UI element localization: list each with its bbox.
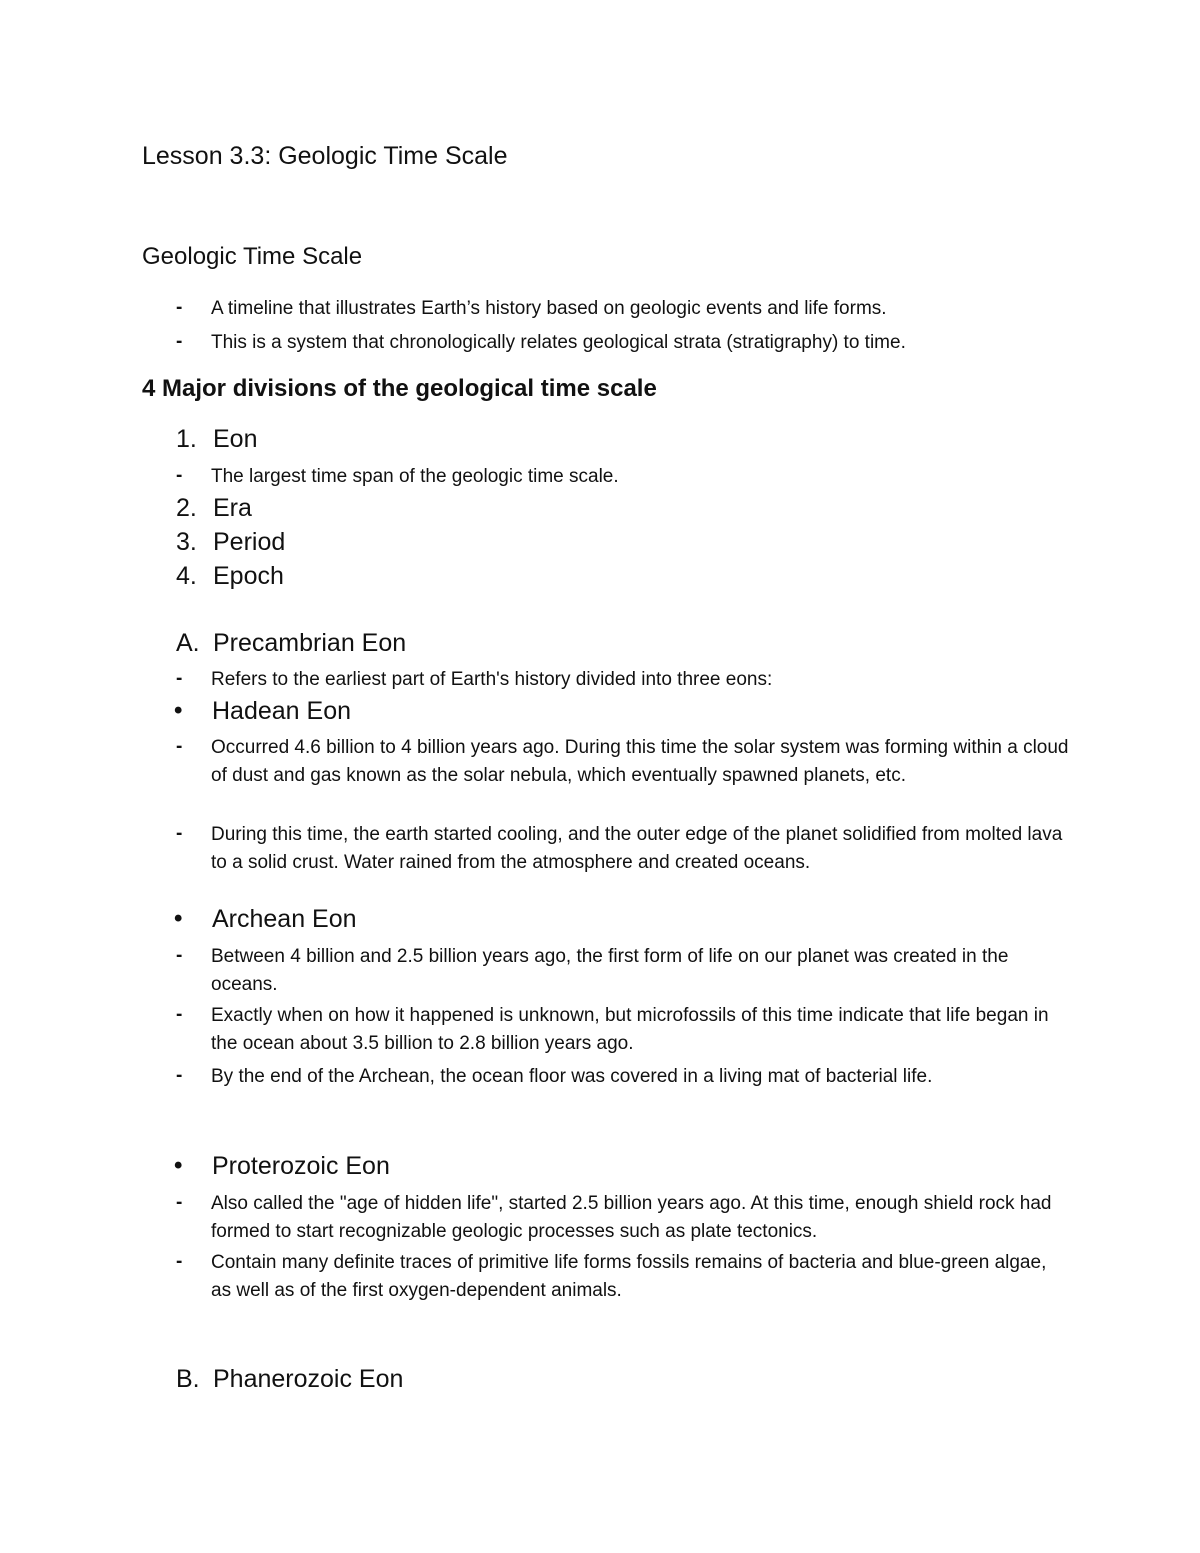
section-heading-geologic-time-scale: Geologic Time Scale: [142, 243, 363, 270]
division-number: 2.: [176, 494, 197, 522]
archean-item: Between 4 billion and 2.5 billion years ago, the first form of life on our planet was created in the oceans.: [211, 946, 1009, 995]
archean-item: By the end of the Archean, the ocean floor was covered in a living mat of bacterial life.: [211, 1066, 933, 1087]
section-letter: B.: [176, 1365, 200, 1393]
dash-marker: -: [176, 1251, 183, 1272]
proterozoic-heading: Proterozoic Eon: [212, 1152, 390, 1180]
definition-item: This is a system that chronologically relates geological strata (stratigraphy) to time.: [211, 332, 906, 353]
dash-marker: -: [176, 1065, 183, 1086]
hadean-heading: Hadean Eon: [212, 697, 352, 725]
proterozoic-item: Also called the "age of hidden life", started 2.5 billion years ago. At this time, enough shield rock had formed to start recognizable geologic processes such as plate tectonics.: [211, 1193, 1052, 1242]
precambrian-intro: Refers to the earliest part of Earth's history divided into three eons:: [211, 669, 773, 690]
dash-marker: -: [176, 1004, 183, 1025]
dash-marker: -: [176, 331, 183, 352]
division-label-period: Period: [213, 528, 286, 556]
definition-item: A timeline that illustrates Earth’s history based on geologic events and life forms.: [211, 298, 887, 319]
hadean-item: Occurred 4.6 billion to 4 billion years ago. During this time the solar system was forming within a cloud of dust and gas known as the solar nebula, which eventually spawned planets, etc.: [211, 737, 1069, 786]
dash-marker: -: [176, 823, 183, 844]
archean-heading: Archean Eon: [212, 905, 357, 933]
division-label-eon: Eon: [213, 425, 258, 453]
section-heading-major-divisions: 4 Major divisions of the geological time scale: [142, 375, 657, 402]
dash-marker: -: [176, 945, 183, 966]
division-number: 4.: [176, 562, 197, 590]
proterozoic-item: Contain many definite traces of primitive life forms fossils remains of bacteria and blue-green algae, as well as of the first oxygen-dependent animals.: [211, 1252, 1047, 1301]
bullet-marker: •: [174, 1152, 183, 1179]
division-number: 3.: [176, 528, 197, 556]
phanerozoic-heading: Phanerozoic Eon: [213, 1365, 404, 1393]
section-letter: A.: [176, 629, 200, 657]
bullet-marker: •: [174, 905, 183, 932]
bullet-marker: •: [174, 697, 183, 724]
division-label-era: Era: [213, 494, 252, 522]
dash-marker: -: [176, 465, 183, 486]
archean-item: Exactly when on how it happened is unknown, but microfossils of this time indicate that life began in the ocean about 3.5 billion to 2.8 billion years ago.: [211, 1005, 1049, 1054]
division-number: 1.: [176, 425, 197, 453]
division-label-epoch: Epoch: [213, 562, 284, 590]
page-title: Lesson 3.3: Geologic Time Scale: [142, 142, 508, 170]
dash-marker: -: [176, 668, 183, 689]
dash-marker: -: [176, 297, 183, 318]
dash-marker: -: [176, 736, 183, 757]
precambrian-heading: Precambrian Eon: [213, 629, 407, 657]
hadean-item: During this time, the earth started cooling, and the outer edge of the planet solidified from molted lava to a solid crust. Water rained from the atmosphere and created oceans.: [211, 824, 1063, 873]
dash-marker: -: [176, 1192, 183, 1213]
division-note: The largest time span of the geologic time scale.: [211, 466, 619, 487]
